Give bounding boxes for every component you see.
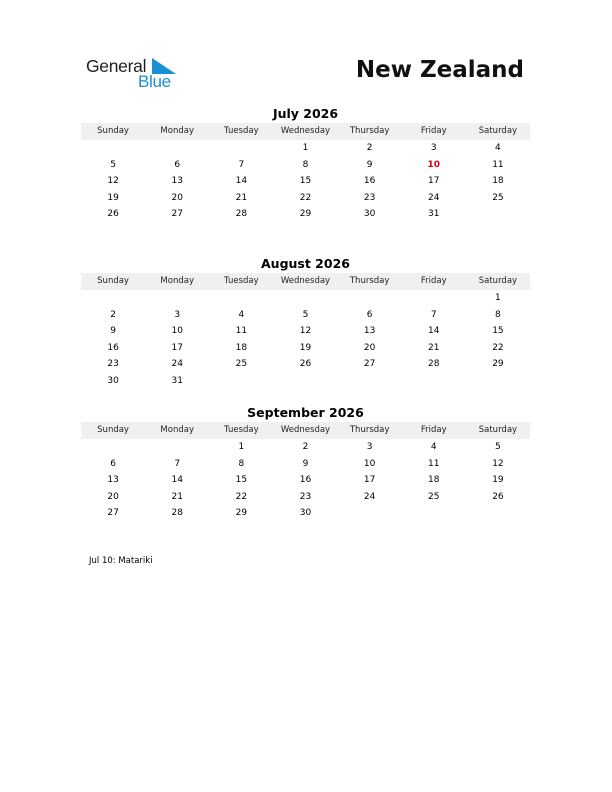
general-blue-logo: [86, 56, 186, 92]
day-cell: 3: [174, 309, 181, 320]
month-title: August 2026: [261, 256, 350, 271]
day-cell: 5: [110, 159, 116, 170]
weekday-label: Monday: [160, 425, 194, 435]
day-cell: 26: [492, 491, 504, 502]
day-grid: [81, 439, 530, 522]
day-cell: 28: [235, 209, 248, 219]
day-cell: 28: [428, 359, 440, 369]
day-cell: 3: [430, 143, 437, 153]
day-cell: 30: [299, 508, 312, 518]
weekday-label: Monday: [160, 126, 194, 136]
day-cell: 8: [238, 458, 245, 469]
day-cell: 14: [428, 326, 440, 336]
holiday-note: Jul 10: Matariki: [89, 556, 153, 566]
holiday-notes: [89, 556, 153, 566]
day-cell: 1: [495, 293, 501, 303]
empty-day-cell: [81, 290, 145, 307]
day-cell: 16: [107, 342, 119, 353]
weekday-label: Wednesday: [280, 425, 331, 435]
weekday-label: Monday: [160, 276, 194, 286]
day-cell: 4: [495, 143, 501, 153]
day-cell: 9: [110, 326, 116, 336]
day-cell: 2: [366, 143, 373, 153]
day-cell: 2: [302, 442, 309, 452]
weekday-header: [81, 422, 530, 439]
day-cell: 12: [299, 326, 312, 336]
weekday-label: Friday: [420, 425, 447, 435]
day-cell: 19: [107, 192, 119, 203]
day-cell: 1: [302, 143, 309, 153]
weekday-label: Thursday: [349, 126, 390, 136]
empty-day-cell: [402, 290, 466, 307]
day-cell: 22: [235, 491, 248, 502]
day-cell: 13: [171, 176, 183, 186]
weekday-label: Saturday: [478, 276, 518, 286]
empty-day-cell: [145, 290, 209, 307]
day-cell: 8: [495, 309, 501, 320]
day-cell: 21: [235, 192, 248, 203]
day-cell: 30: [107, 375, 119, 386]
day-cell: 8: [302, 159, 309, 170]
day-cell: 7: [430, 309, 437, 320]
empty-day-cell: [466, 505, 530, 522]
day-cell: 7: [174, 458, 181, 469]
empty-day-cell: [81, 439, 145, 456]
weekday-label: Thursday: [349, 276, 390, 286]
day-cell: 11: [492, 159, 504, 170]
weekday-label: Wednesday: [280, 276, 331, 286]
day-cell: 17: [363, 475, 376, 485]
day-cell: 21: [428, 342, 440, 353]
day-cell: 13: [107, 475, 119, 485]
weekday-label: Sunday: [97, 276, 129, 286]
weekday-label: Tuesday: [224, 126, 259, 136]
empty-day-cell: [402, 505, 466, 522]
day-cell: 19: [492, 475, 504, 485]
weekday-label: Tuesday: [224, 425, 259, 435]
weekday-label: Tuesday: [224, 276, 259, 286]
empty-day-cell: [466, 373, 530, 390]
day-cell: 26: [107, 209, 119, 219]
day-cell: 4: [430, 442, 437, 452]
day-cell: 11: [428, 458, 440, 469]
logo-word-blue: Blue: [138, 72, 171, 91]
weekday-label: Wednesday: [280, 126, 331, 136]
day-cell: 12: [492, 458, 504, 469]
day-cell: 30: [363, 209, 376, 219]
day-cell: 7: [238, 159, 245, 170]
day-cell: 13: [363, 326, 376, 336]
weekday-label: Friday: [420, 276, 447, 286]
day-grid: [81, 140, 530, 223]
day-cell: 2: [110, 309, 116, 320]
day-cell: 6: [110, 458, 116, 469]
day-cell: 5: [302, 309, 309, 320]
empty-day-cell: [209, 373, 273, 390]
weekday-label: Thursday: [349, 425, 390, 435]
day-cell: 25: [235, 359, 248, 369]
empty-day-cell: [209, 290, 273, 307]
month-block-september: [81, 405, 530, 522]
day-cell: 15: [492, 326, 504, 336]
day-cell: 22: [299, 192, 312, 203]
weekday-label: Saturday: [478, 425, 518, 435]
day-cell: 20: [107, 491, 119, 502]
empty-day-cell: [273, 290, 337, 307]
empty-day-cell: [338, 290, 402, 307]
day-cell: 19: [299, 342, 312, 353]
day-cell: 29: [492, 359, 504, 369]
weekday-label: Sunday: [97, 126, 129, 136]
day-cell: 16: [363, 176, 376, 186]
day-grid: [81, 290, 530, 389]
day-cell: 31: [428, 209, 440, 219]
month-block-august: [81, 256, 530, 389]
day-cell: 18: [492, 176, 504, 186]
day-cell: 27: [363, 359, 376, 369]
day-cell: 23: [107, 359, 119, 369]
empty-day-cell: [402, 373, 466, 390]
day-cell: 17: [428, 176, 440, 186]
empty-day-cell: [338, 505, 402, 522]
day-cell: 20: [171, 192, 183, 203]
day-cell: 12: [107, 176, 119, 186]
weekday-header: [81, 123, 530, 140]
empty-day-cell: [466, 206, 530, 223]
day-cell: 1: [238, 442, 245, 452]
month-title: September 2026: [247, 405, 364, 420]
day-cell: 27: [107, 508, 119, 518]
day-cell: 11: [235, 326, 248, 336]
logo-word-general: General: [86, 56, 147, 76]
day-cell: 18: [428, 475, 440, 485]
day-cell: 16: [299, 475, 312, 485]
empty-day-cell: [145, 439, 209, 456]
day-cell: 27: [171, 209, 183, 219]
day-cell: 31: [171, 375, 183, 386]
weekday-label: Saturday: [478, 126, 518, 136]
day-cell: 14: [235, 176, 248, 186]
day-cell: 10: [171, 326, 183, 336]
day-cell: 23: [363, 192, 376, 203]
day-cell: 4: [238, 309, 245, 320]
day-cell: 15: [235, 475, 248, 485]
day-cell: 3: [366, 442, 373, 452]
day-cell: 9: [366, 159, 373, 170]
day-cell: 28: [171, 508, 183, 518]
day-cell: 24: [171, 359, 183, 369]
weekday-label: Sunday: [97, 425, 129, 435]
country-title: New Zealand: [355, 57, 524, 83]
day-cell: 10: [427, 159, 441, 170]
day-cell: 6: [174, 159, 181, 170]
day-cell: 23: [299, 491, 312, 502]
day-cell: 6: [366, 309, 373, 320]
empty-day-cell: [209, 140, 273, 157]
empty-day-cell: [338, 373, 402, 390]
day-cell: 20: [363, 342, 376, 353]
day-cell: 10: [363, 458, 376, 469]
weekday-header: [81, 273, 530, 290]
day-cell: 22: [492, 342, 504, 353]
month-title: July 2026: [272, 106, 339, 121]
day-cell: 29: [299, 209, 312, 219]
day-cell: 29: [235, 508, 248, 518]
day-cell: 25: [428, 491, 440, 502]
day-cell: 21: [171, 491, 183, 502]
day-cell: 24: [363, 491, 376, 502]
day-cell: 25: [492, 192, 504, 203]
day-cell: 14: [171, 475, 183, 485]
month-block-july: [81, 106, 530, 223]
empty-day-cell: [273, 373, 337, 390]
day-cell: 5: [495, 442, 501, 452]
day-cell: 24: [428, 192, 440, 203]
day-cell: 9: [302, 458, 309, 469]
empty-day-cell: [81, 140, 145, 157]
day-cell: 15: [299, 176, 312, 186]
day-cell: 26: [299, 359, 312, 369]
day-cell: 17: [171, 342, 183, 353]
day-cell: 18: [235, 342, 248, 353]
weekday-label: Friday: [420, 126, 447, 136]
empty-day-cell: [145, 140, 209, 157]
